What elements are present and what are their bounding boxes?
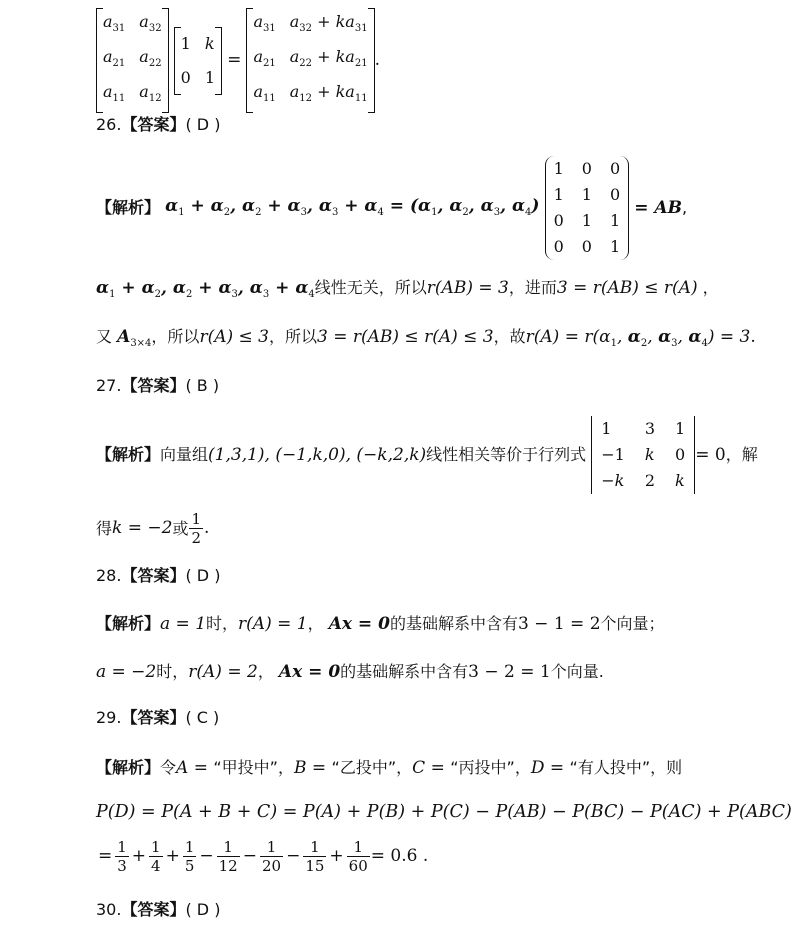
answer-value: ( D ) (185, 900, 221, 919)
text-linear-independent: 线性无关，所以 (314, 278, 427, 297)
matrix-entry: $a_{22}$ (139, 47, 162, 69)
determinant (591, 416, 695, 494)
middle-matrix (174, 27, 222, 95)
matrix-entry: 1 (609, 211, 621, 230)
q28-answer-line (96, 568, 220, 584)
rank-chain: 3 = r(AB) ≤ r(A) (556, 278, 698, 298)
q29-answer-line (96, 710, 219, 726)
determinant-entry: −k (601, 471, 625, 490)
matrix-entry: 1 (180, 33, 191, 53)
matrix-entry: 0 (180, 67, 191, 87)
right-matrix (246, 8, 374, 113)
matrix-entry: $a_{32}$ (139, 12, 162, 34)
fraction: $\frac{1}{12}$ (218, 838, 238, 875)
operator: − (242, 846, 257, 866)
text-then: ，进而 (508, 278, 557, 297)
answer-value: ( C ) (185, 708, 220, 727)
q27-analysis-line1: 【解析】向量组(1,3,1), (−1,k,0), (−k,2,k)线性相关等价于行列式 1 3 1 −1 k 0 −k 2 k = 0，解 (96, 416, 758, 494)
answer-label: 【答案】 (121, 115, 186, 134)
equals-sign: = (227, 50, 242, 70)
k-value: k = −2 (112, 518, 173, 538)
alpha-sum-expression: $\alpha_1 + \alpha_2$, $\alpha_2 + \alpha_3$, $\alpha_3 + \alpha_4 = (\alpha_1$, $\alpha_2$, $\alpha_3$, $\alpha_4$) (165, 196, 540, 218)
left-matrix (96, 8, 169, 113)
period: . (374, 50, 380, 70)
result: = 0.6 . (370, 846, 429, 866)
operator: − (286, 846, 301, 866)
matrix-entry: 0 (553, 237, 564, 256)
q27-answer-line (96, 378, 219, 394)
answer-label: 【答案】 (121, 376, 186, 395)
matrix-entry: 1 (609, 237, 621, 256)
matrix-entry: $a_{11}$ (253, 82, 276, 104)
q27-analysis-line2: 得k = −2或 $\frac{1}{2}$ . (96, 510, 210, 547)
q29-probability-formula: P(D) = P(A + B + C) = P(A) + P(B) + P(C) − P(AB) − P(BC) − P(AC) + P(ABC) (96, 802, 792, 822)
q26-matrix (545, 156, 630, 260)
vector-group: (1,3,1), (−1,k,0), (−k,2,k) (208, 444, 427, 465)
question-number: 26. (96, 115, 122, 134)
operator: = (98, 846, 113, 866)
matrix-equation (96, 8, 380, 113)
determinant-entry: 1 (675, 419, 686, 438)
matrix-entry: $a_{12} + ka_{11}$ (289, 82, 368, 104)
q26-answer-line (96, 117, 220, 133)
fraction: $\frac{1}{60}$ (348, 838, 368, 875)
matrix-entry: 0 (581, 159, 592, 178)
determinant-entry: 2 (644, 471, 656, 490)
matrix-entry: k (204, 33, 215, 53)
rank-ab: r(AB) = 3 (426, 278, 509, 298)
matrix-entry: 1 (581, 211, 592, 230)
operator: + (165, 846, 180, 866)
fraction: $\frac{1}{3}$ (117, 838, 127, 875)
analysis-label: 【解析】 (96, 198, 161, 217)
answer-label: 【答案】 (121, 566, 186, 585)
matrix-entry: 1 (553, 159, 564, 178)
q28-analysis-line1: 【解析】a = 1时，r(A) = 1， Ax = 0的基础解系中含有3 − 1 = 2个向量； (96, 614, 665, 634)
matrix-A: $A_{3\times 4}$ (117, 327, 152, 349)
q29-fraction-sum (96, 838, 428, 875)
operator: − (199, 846, 214, 866)
q26-analysis-line1 (96, 156, 687, 260)
q26-analysis-line2: $\alpha_1 + \alpha_2$, $\alpha_2 + \alpha_3$, $\alpha_3 + \alpha_4$线性无关，所以r(AB) = 3，进而3 = r(AB) ≤ r(A) ， (96, 278, 719, 300)
question-number: 27. (96, 376, 122, 395)
determinant-entry: −1 (601, 445, 625, 464)
q26-analysis-line3: 又 $A_{3\times 4}$，所以r(A) ≤ 3，所以3 = r(AB) ≤ r(A) ≤ 3，故$r(A) = r(\alpha_1$, $\alpha_2$, $\alpha_3$, $\alpha_4) = 3$. (96, 327, 756, 349)
operator: + (329, 846, 344, 866)
answer-label: 【答案】 (121, 900, 186, 919)
matrix-entry: 0 (553, 211, 564, 230)
determinant-entry: k (675, 471, 685, 490)
q28-analysis-line2: a = −2时，r(A) = 2， Ax = 0的基础解系中含有3 − 2 = 1个向量. (96, 662, 604, 682)
operator: + (131, 846, 147, 866)
determinant-entry: 1 (601, 419, 612, 438)
determinant-entry: 3 (644, 419, 656, 438)
fraction: $\frac{1}{20}$ (261, 838, 282, 875)
matrix-entry: $a_{31}$ (103, 12, 126, 34)
rank-conclusion: $r(A) = r(\alpha_1$, $\alpha_2$, $\alpha_3$, $\alpha_4) = 3$ (525, 327, 751, 349)
fraction: $\frac{1}{4}$ (151, 838, 161, 875)
answer-value: ( B ) (185, 376, 220, 395)
determinant-entry: 0 (675, 445, 686, 464)
rank-chain-2: 3 = r(AB) ≤ r(A) ≤ 3 (317, 327, 494, 347)
fraction-one-half: $\frac{1}{2}$ (191, 510, 201, 547)
matrix-entry: $a_{31}$ (253, 12, 276, 34)
alpha-sum-expression-2: $\alpha_1 + \alpha_2$, $\alpha_2 + \alpha_3$, $\alpha_3 + \alpha_4$ (96, 278, 315, 300)
question-number: 29. (96, 708, 122, 727)
system-Ax-0: Ax = 0 (328, 614, 390, 634)
matrix-entry: $a_{32} + ka_{31}$ (289, 12, 368, 34)
matrix-entry: $a_{11}$ (103, 82, 126, 104)
matrix-entry: $a_{21}$ (103, 47, 126, 69)
matrix-entry: $a_{12}$ (139, 82, 162, 104)
rank-A-le-3: r(A) ≤ 3 (199, 327, 269, 347)
matrix-entry: 1 (204, 67, 216, 87)
determinant-entry: k (644, 445, 655, 464)
q30-answer-line (96, 902, 220, 918)
comma: , (681, 198, 688, 217)
answer-value: ( D ) (185, 115, 221, 134)
matrix-entry: 1 (553, 185, 564, 204)
answer-value: ( D ) (185, 566, 221, 585)
analysis-label: 【解析】 (96, 758, 161, 777)
matrix-entry: 0 (609, 159, 621, 178)
matrix-entry: $a_{22} + ka_{21}$ (289, 47, 368, 69)
question-number: 28. (96, 566, 122, 585)
matrix-entry: 0 (609, 185, 621, 204)
matrix-entry: $a_{21}$ (253, 47, 276, 69)
q29-analysis-line1: 【解析】令A = “甲投中”，B = “乙投中”，C = “丙投中”，D = “有人投中”，则 (96, 758, 683, 778)
matrix-entry: 0 (581, 237, 592, 256)
system-Ax-0: Ax = 0 (278, 662, 341, 682)
fraction: $\frac{1}{15}$ (305, 838, 325, 875)
analysis-label: 【解析】 (96, 445, 161, 464)
question-number: 30. (96, 900, 122, 919)
matrix-entry: 1 (581, 185, 592, 204)
rhs-AB: = AB (634, 197, 682, 218)
fraction: $\frac{1}{5}$ (184, 838, 195, 875)
answer-label: 【答案】 (121, 708, 186, 727)
analysis-label: 【解析】 (96, 614, 161, 633)
